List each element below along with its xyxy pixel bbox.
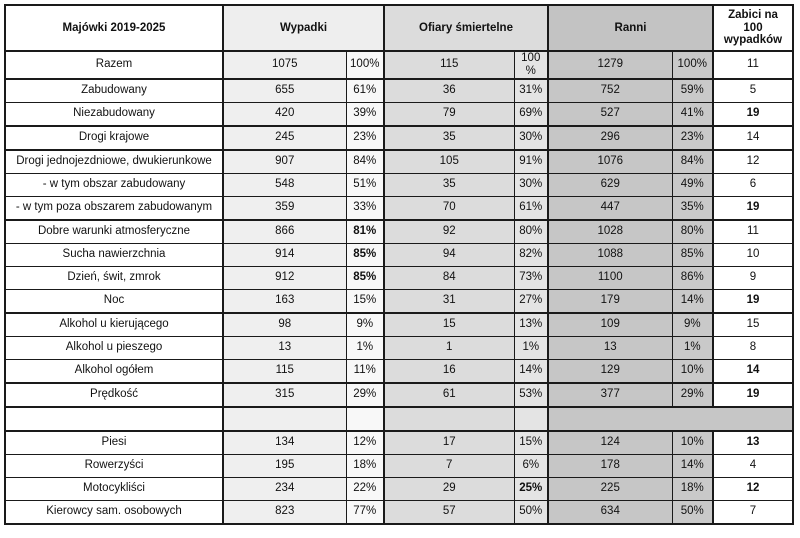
cell-wn: 912: [223, 266, 346, 289]
empty-cell: [223, 407, 346, 431]
cell-label: Drogi jednojezdniowe, dwukierunkowe: [5, 150, 223, 174]
cell-rp: 86%: [672, 266, 713, 289]
empty-cell: [384, 407, 514, 431]
cell-rn: 527: [548, 102, 672, 126]
cell-wn: 548: [223, 173, 346, 196]
cell-rp: 100%: [672, 51, 713, 79]
cell-op: 15%: [514, 431, 548, 455]
cell-op: 27%: [514, 289, 548, 313]
table-row: [5, 51, 793, 79]
cell-rn: 1279: [548, 51, 672, 79]
cell-wn: 115: [223, 359, 346, 383]
cell-rp: 84%: [672, 150, 713, 174]
cell-z: 4: [713, 454, 793, 477]
cell-label: Niezabudowany: [5, 102, 223, 126]
table-row: [5, 79, 793, 103]
cell-op: 14%: [514, 359, 548, 383]
header-ofiary-smiertelne: Ofiary śmiertelne: [384, 5, 548, 51]
table-row: [5, 126, 793, 150]
cell-wp: 85%: [346, 266, 384, 289]
cell-rn: 1028: [548, 220, 672, 244]
cell-wp: 100%: [346, 51, 384, 79]
cell-rp: 49%: [672, 173, 713, 196]
table-row: [5, 454, 793, 477]
table-row: [5, 477, 793, 500]
cell-wp: 1%: [346, 336, 384, 359]
cell-label: Dzień, świt, zmrok: [5, 266, 223, 289]
cell-wp: 18%: [346, 454, 384, 477]
cell-wp: 33%: [346, 196, 384, 220]
cell-label: Kierowcy sam. osobowych: [5, 500, 223, 524]
cell-z: 12: [713, 477, 793, 500]
table-row: [5, 220, 793, 244]
table-header: [5, 5, 793, 51]
cell-wp: 15%: [346, 289, 384, 313]
cell-wp: 81%: [346, 220, 384, 244]
cell-rp: 80%: [672, 220, 713, 244]
cell-on: 35: [384, 173, 514, 196]
cell-z: 12: [713, 150, 793, 174]
empty-cell: [5, 407, 223, 431]
cell-rp: 10%: [672, 359, 713, 383]
cell-wn: 914: [223, 243, 346, 266]
table-row: [5, 173, 793, 196]
cell-label: Alkohol ogółem: [5, 359, 223, 383]
cell-wn: 907: [223, 150, 346, 174]
cell-on: 16: [384, 359, 514, 383]
cell-op: 91%: [514, 150, 548, 174]
cell-rp: 18%: [672, 477, 713, 500]
cell-on: 92: [384, 220, 514, 244]
cell-rn: 179: [548, 289, 672, 313]
cell-wn: 420: [223, 102, 346, 126]
cell-wp: 22%: [346, 477, 384, 500]
cell-wp: 39%: [346, 102, 384, 126]
cell-rp: 41%: [672, 102, 713, 126]
cell-on: 70: [384, 196, 514, 220]
cell-label: Alkohol u pieszego: [5, 336, 223, 359]
cell-on: 79: [384, 102, 514, 126]
cell-rn: 629: [548, 173, 672, 196]
cell-wn: 315: [223, 383, 346, 407]
cell-z: 13: [713, 431, 793, 455]
cell-op: 100 %: [514, 51, 548, 79]
cell-on: 61: [384, 383, 514, 407]
table-row: [5, 266, 793, 289]
table-row: [5, 289, 793, 313]
cell-op: 30%: [514, 126, 548, 150]
cell-z: 9: [713, 266, 793, 289]
cell-label: Piesi: [5, 431, 223, 455]
cell-wn: 195: [223, 454, 346, 477]
cell-op: 13%: [514, 313, 548, 337]
cell-op: 30%: [514, 173, 548, 196]
table-row: [5, 383, 793, 407]
cell-on: 105: [384, 150, 514, 174]
table-row: [5, 150, 793, 174]
cell-z: 11: [713, 220, 793, 244]
cell-op: 31%: [514, 79, 548, 103]
table-row: [5, 313, 793, 337]
cell-wn: 163: [223, 289, 346, 313]
cell-label: Sucha nawierzchnia: [5, 243, 223, 266]
cell-rp: 10%: [672, 431, 713, 455]
empty-cell: [514, 407, 548, 431]
cell-label: - w tym poza obszarem zabudowanym: [5, 196, 223, 220]
cell-rn: 752: [548, 79, 672, 103]
cell-wp: 85%: [346, 243, 384, 266]
statistics-table: [4, 4, 794, 525]
cell-on: 1: [384, 336, 514, 359]
cell-z: 19: [713, 102, 793, 126]
cell-rp: 14%: [672, 289, 713, 313]
cell-label: Rowerzyści: [5, 454, 223, 477]
cell-wn: 98: [223, 313, 346, 337]
cell-rp: 9%: [672, 313, 713, 337]
cell-z: 7: [713, 500, 793, 524]
cell-z: 15: [713, 313, 793, 337]
cell-wp: 84%: [346, 150, 384, 174]
cell-rn: 178: [548, 454, 672, 477]
table-row: [5, 102, 793, 126]
cell-op: 61%: [514, 196, 548, 220]
cell-label: Noc: [5, 289, 223, 313]
cell-z: 11: [713, 51, 793, 79]
cell-on: 17: [384, 431, 514, 455]
table-row: [5, 243, 793, 266]
cell-wp: 77%: [346, 500, 384, 524]
cell-op: 82%: [514, 243, 548, 266]
cell-wp: 11%: [346, 359, 384, 383]
cell-op: 25%: [514, 477, 548, 500]
cell-z: 14: [713, 126, 793, 150]
cell-z: 6: [713, 173, 793, 196]
header-zabici-na-100: Zabici na 100 wypadków: [713, 5, 793, 51]
cell-op: 50%: [514, 500, 548, 524]
cell-on: 84: [384, 266, 514, 289]
cell-op: 6%: [514, 454, 548, 477]
header-row: [5, 5, 793, 51]
header-wypadki: Wypadki: [223, 5, 384, 51]
cell-label: Dobre warunki atmosferyczne: [5, 220, 223, 244]
cell-z: 19: [713, 289, 793, 313]
cell-on: 57: [384, 500, 514, 524]
table-row: [5, 359, 793, 383]
cell-wn: 234: [223, 477, 346, 500]
cell-rp: 50%: [672, 500, 713, 524]
cell-on: 35: [384, 126, 514, 150]
cell-label: - w tym obszar zabudowany: [5, 173, 223, 196]
cell-on: 115: [384, 51, 514, 79]
cell-wn: 1075: [223, 51, 346, 79]
cell-z: 5: [713, 79, 793, 103]
cell-label: Drogi krajowe: [5, 126, 223, 150]
spacer-row: [5, 407, 793, 431]
cell-rp: 29%: [672, 383, 713, 407]
empty-cell: [346, 407, 384, 431]
cell-op: 80%: [514, 220, 548, 244]
cell-wn: 359: [223, 196, 346, 220]
cell-rp: 1%: [672, 336, 713, 359]
cell-z: 19: [713, 383, 793, 407]
cell-on: 94: [384, 243, 514, 266]
cell-wn: 13: [223, 336, 346, 359]
cell-rp: 14%: [672, 454, 713, 477]
cell-wn: 655: [223, 79, 346, 103]
cell-wp: 51%: [346, 173, 384, 196]
cell-wn: 823: [223, 500, 346, 524]
cell-on: 15: [384, 313, 514, 337]
cell-label: Alkohol u kierującego: [5, 313, 223, 337]
cell-on: 31: [384, 289, 514, 313]
cell-op: 69%: [514, 102, 548, 126]
cell-label: Prędkość: [5, 383, 223, 407]
table-row: [5, 336, 793, 359]
cell-rn: 1076: [548, 150, 672, 174]
cell-label: Motocykliści: [5, 477, 223, 500]
empty-merged-cell: [548, 407, 793, 431]
table-row: [5, 500, 793, 524]
cell-rn: 109: [548, 313, 672, 337]
cell-rn: 13: [548, 336, 672, 359]
cell-rn: 129: [548, 359, 672, 383]
header-ranni: Ranni: [548, 5, 713, 51]
cell-label: Zabudowany: [5, 79, 223, 103]
table-row: [5, 431, 793, 455]
cell-wp: 12%: [346, 431, 384, 455]
table-row: [5, 196, 793, 220]
cell-label: Razem: [5, 51, 223, 79]
cell-op: 73%: [514, 266, 548, 289]
cell-rp: 23%: [672, 126, 713, 150]
cell-z: 19: [713, 196, 793, 220]
cell-rp: 35%: [672, 196, 713, 220]
cell-rp: 85%: [672, 243, 713, 266]
cell-rn: 1100: [548, 266, 672, 289]
cell-wp: 29%: [346, 383, 384, 407]
cell-z: 14: [713, 359, 793, 383]
cell-rn: 1088: [548, 243, 672, 266]
cell-rn: 447: [548, 196, 672, 220]
cell-rn: 377: [548, 383, 672, 407]
cell-wn: 866: [223, 220, 346, 244]
cell-wp: 9%: [346, 313, 384, 337]
cell-on: 7: [384, 454, 514, 477]
cell-wn: 245: [223, 126, 346, 150]
cell-z: 10: [713, 243, 793, 266]
cell-rn: 296: [548, 126, 672, 150]
cell-wp: 61%: [346, 79, 384, 103]
cell-op: 53%: [514, 383, 548, 407]
cell-rn: 225: [548, 477, 672, 500]
cell-rn: 634: [548, 500, 672, 524]
cell-rp: 59%: [672, 79, 713, 103]
cell-wp: 23%: [346, 126, 384, 150]
cell-z: 8: [713, 336, 793, 359]
header-title-cell: Majówki 2019-2025: [5, 5, 223, 51]
table-body: [5, 51, 793, 524]
cell-on: 29: [384, 477, 514, 500]
cell-wn: 134: [223, 431, 346, 455]
cell-on: 36: [384, 79, 514, 103]
cell-op: 1%: [514, 336, 548, 359]
cell-rn: 124: [548, 431, 672, 455]
